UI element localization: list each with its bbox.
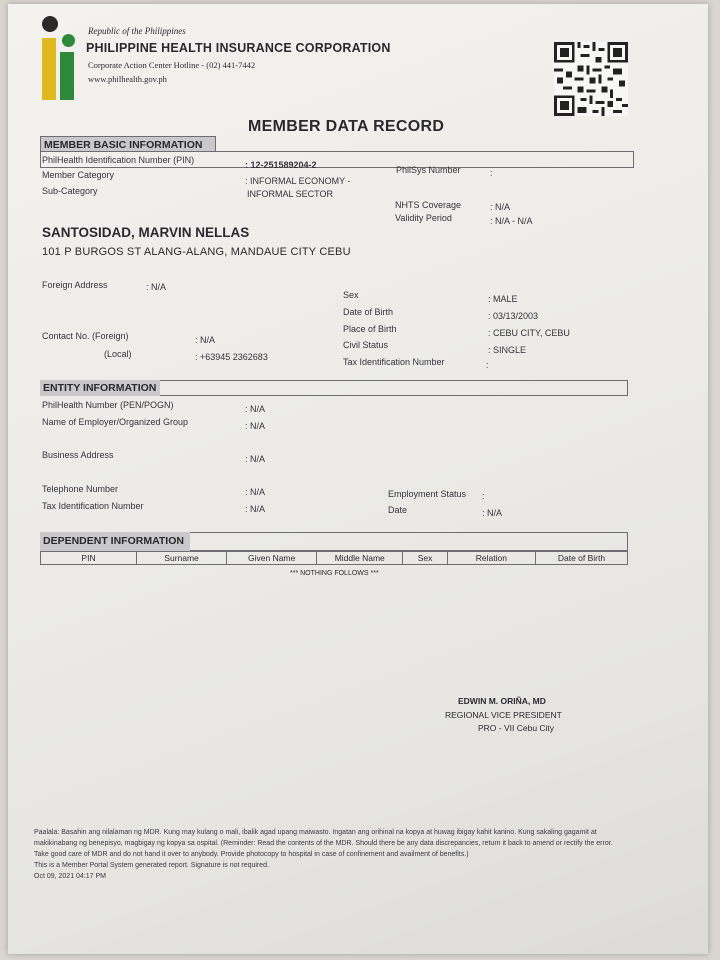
- member-name: SANTOSIDAD, MARVIN NELLAS: [42, 225, 250, 240]
- pob-label: Place of Birth: [343, 324, 397, 334]
- section-entity: ENTITY INFORMATION: [40, 380, 160, 396]
- sex-value: : MALE: [488, 294, 518, 304]
- tin-label: Tax Identification Number: [343, 357, 445, 367]
- dep-col-middle-name: Middle Name: [317, 552, 403, 564]
- pin-value: : 12-251589204-2: [245, 160, 317, 170]
- dep-col-given-name: Given Name: [227, 552, 317, 564]
- dep-col-pin: PIN: [41, 552, 137, 564]
- dep-col-date-of-birth: Date of Birth: [557, 553, 606, 563]
- footer-notes: [34, 827, 614, 882]
- entity-tin-value: : N/A: [245, 504, 266, 514]
- member-address: 101 P BURGOS ST ALANG-ALANG, MANDAUE CITY CEBU: [42, 246, 351, 258]
- footer-reminder: Paalala: Basahin ang nilalaman ng MDR. Kung may kulang o mali, ibalik agad upang maiwasto. Ingatan ang orihinal na kopya at huwag ibigay kahit kanino. Kung sakaling gagamit at makikinabang ng benepisyo, magbigay ng kopya sa ospital. (Reminder: Read the contents of the MDR. Should there be any data discrepancies, return it back to amend or rectify the error. Take good care of MDR and do not hand it over to anybody. Provide photocopy to hospital in case of confinement and availment of benefits.): [34, 829, 613, 858]
- civil-status-value: : SINGLE: [488, 345, 527, 355]
- nothing-follows: *** NOTHING FOLLOWS ***: [290, 570, 379, 577]
- republic-label: Republic of the Philippines: [88, 26, 186, 36]
- footer-generated: This is a Member Portal System generated report. Signature is not required.: [34, 862, 269, 869]
- nhts-value: : N/A: [490, 202, 511, 212]
- validity-value: : N/A - N/A: [490, 216, 533, 226]
- business-address-value: : N/A: [245, 454, 266, 464]
- validity-label: Validity Period: [395, 213, 452, 223]
- telephone-label: Telephone Number: [42, 484, 119, 494]
- entity-date-value: : N/A: [482, 508, 503, 518]
- dob-value: : 03/13/2003: [488, 311, 539, 321]
- signatory-name: EDWIN M. ORIÑA, MD: [458, 696, 546, 706]
- business-address-label: Business Address: [42, 450, 114, 460]
- philsys-label: PhilSys Number: [396, 165, 461, 175]
- pob-value: : CEBU CITY, CEBU: [488, 328, 570, 338]
- member-data-record-sheet: [8, 4, 708, 954]
- civil-status-label: Civil Status: [343, 340, 389, 350]
- dep-col-sex: Sex: [403, 552, 448, 564]
- employer-value: : N/A: [245, 421, 266, 431]
- foreign-address-value: : N/A: [146, 282, 167, 292]
- dep-col-relation: Relation: [448, 552, 536, 564]
- hotline-text: Corporate Action Center Hotline - (02) 441-7442: [88, 60, 256, 70]
- pen-label: PhilHealth Number (PEN/POGN): [42, 400, 174, 410]
- pen-value: : N/A: [245, 404, 266, 414]
- employment-status-value: :: [482, 491, 485, 501]
- corporation-name: PHILIPPINE HEALTH INSURANCE CORPORATION: [86, 41, 391, 55]
- dep-col-surname: Surname: [137, 552, 227, 564]
- qr-code-icon: [554, 42, 628, 116]
- footer-timestamp: Oct 09, 2021 04:17 PM: [34, 873, 106, 880]
- dependent-table-header: [40, 551, 628, 565]
- entity-tin-label: Tax Identification Number: [42, 501, 144, 511]
- telephone-value: : N/A: [245, 487, 266, 497]
- signatory-title: REGIONAL VICE PRESIDENT: [445, 710, 562, 720]
- contact-local-label: (Local): [104, 349, 132, 359]
- category-label: Member Category: [42, 170, 115, 180]
- category-value-2: INFORMAL SECTOR: [247, 189, 334, 199]
- dob-label: Date of Birth: [343, 307, 394, 317]
- category-value-1: : INFORMAL ECONOMY -: [245, 176, 351, 186]
- nhts-label: NHTS Coverage: [395, 200, 462, 210]
- contact-foreign-label: Contact No. (Foreign): [42, 331, 129, 341]
- document-title: MEMBER DATA RECORD: [248, 118, 445, 135]
- tin-value: :: [486, 360, 489, 370]
- entity-date-label: Date: [388, 505, 408, 515]
- sex-label: Sex: [343, 290, 359, 300]
- subcategory-label: Sub-Category: [42, 186, 98, 196]
- foreign-address-label: Foreign Address: [42, 280, 108, 290]
- section-dependent: DEPENDENT INFORMATION: [40, 532, 190, 551]
- contact-foreign-value: : N/A: [195, 335, 216, 345]
- signatory-office: PRO - VII Cebu City: [478, 723, 555, 733]
- philhealth-logo: [38, 12, 88, 100]
- website-text: www.philhealth.gov.ph: [88, 74, 167, 84]
- pin-label: PhilHealth Identification Number (PIN): [42, 155, 195, 165]
- contact-local-value: : +63945 2362683: [195, 352, 268, 362]
- section-member-basic: MEMBER BASIC INFORMATION: [40, 136, 216, 152]
- philsys-value: :: [490, 168, 493, 178]
- employer-label: Name of Employer/Organized Group: [42, 417, 189, 427]
- employment-status-label: Employment Status: [388, 489, 467, 499]
